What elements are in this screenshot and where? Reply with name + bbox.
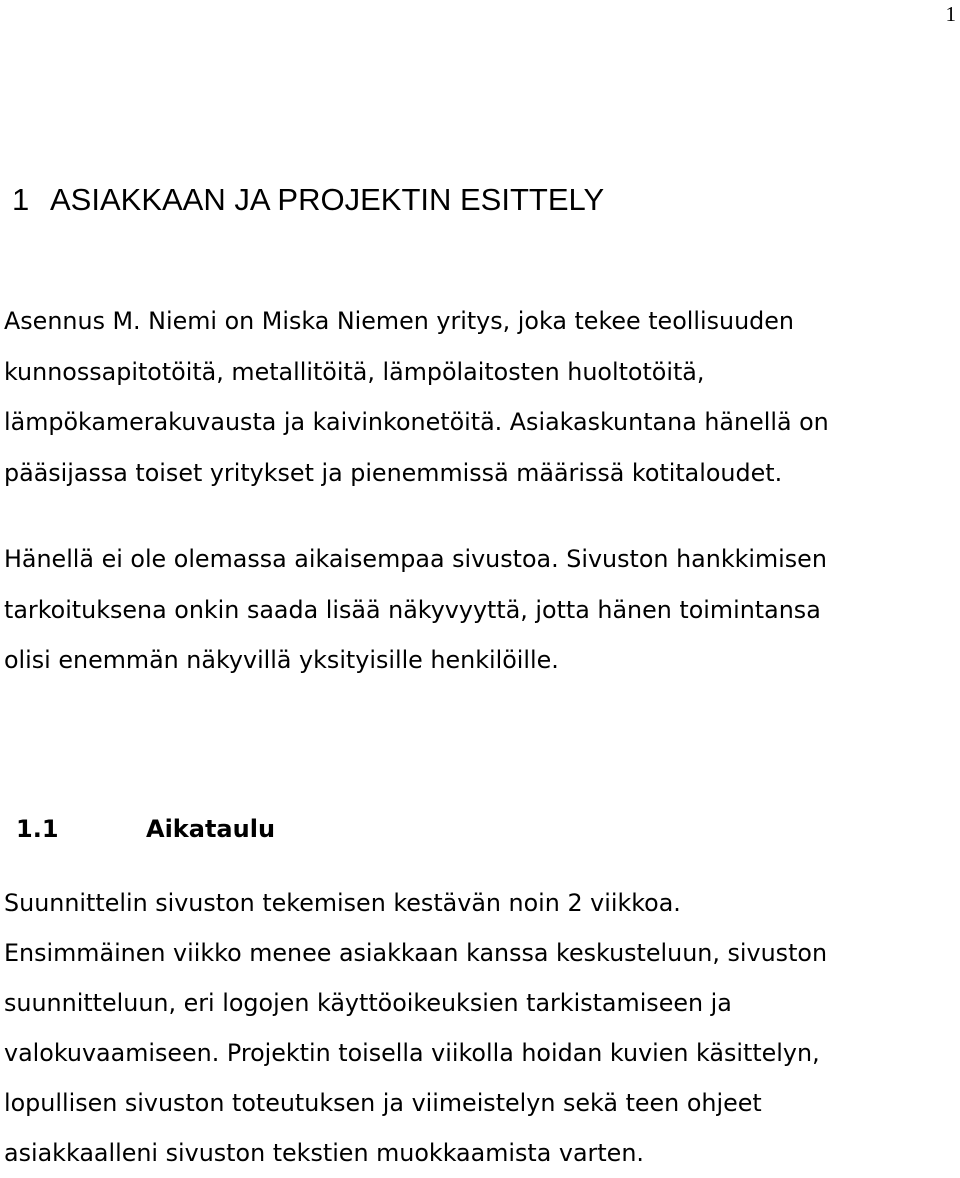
subsection-number: 1.1 bbox=[16, 815, 59, 843]
section-heading bbox=[12, 180, 604, 220]
paragraph-line: suunnitteluun, eri logojen käyttöoikeuksien tarkistamiseen ja bbox=[4, 989, 732, 1017]
paragraph-line: asiakkaalleni sivuston tekstien muokkaamista varten. bbox=[4, 1139, 644, 1167]
paragraph-line: tarkoituksena onkin saada lisää näkyvyyttä, jotta hänen toimintansa bbox=[4, 595, 821, 624]
paragraph-line: Hänellä ei ole olemassa aikaisempaa sivustoa. Sivuston hankkimisen bbox=[4, 545, 827, 573]
paragraph-line: olisi enemmän näkyvillä yksityisille henkilöille. bbox=[4, 646, 559, 674]
paragraph-line: valokuvaamiseen. Projektin toisella viikolla hoidan kuvien käsittelyn, bbox=[4, 1039, 820, 1067]
paragraph-line: Ensimmäinen viikko menee asiakkaan kanssa keskusteluun, sivuston bbox=[4, 939, 828, 967]
subsection-title: Aikataulu bbox=[146, 815, 276, 843]
page-number: 1 bbox=[945, 2, 956, 26]
paragraph-line: pääsijassa toiset yritykset ja pienemmissä määrissä kotitaloudet. bbox=[4, 458, 783, 487]
paragraph-line: Asennus M. Niemi on Miska Niemen yritys, joka tekee teollisuuden bbox=[4, 307, 794, 335]
website-paragraph bbox=[4, 534, 954, 686]
subsection-heading bbox=[4, 809, 275, 849]
schedule-paragraph bbox=[4, 878, 954, 1178]
section-title: ASIAKKAAN JA PROJEKTIN ESITTELY bbox=[50, 182, 605, 217]
paragraph-line: lopullisen sivuston toteutuksen ja viimeistelyn sekä teen ohjeet bbox=[4, 1089, 762, 1117]
paragraph-line: kunnossapitotöitä, metallitöitä, lämpölaitosten huoltotöitä, bbox=[4, 357, 705, 386]
section-number: 1 bbox=[12, 182, 30, 217]
paragraph-line: lämpökamerakuvausta ja kaivinkonetöitä. Asiakaskuntana hänellä on bbox=[4, 408, 829, 436]
intro-paragraph bbox=[4, 296, 954, 498]
paragraph-line: Suunnittelin sivuston tekemisen kestävän noin 2 viikkoa. bbox=[4, 889, 681, 917]
